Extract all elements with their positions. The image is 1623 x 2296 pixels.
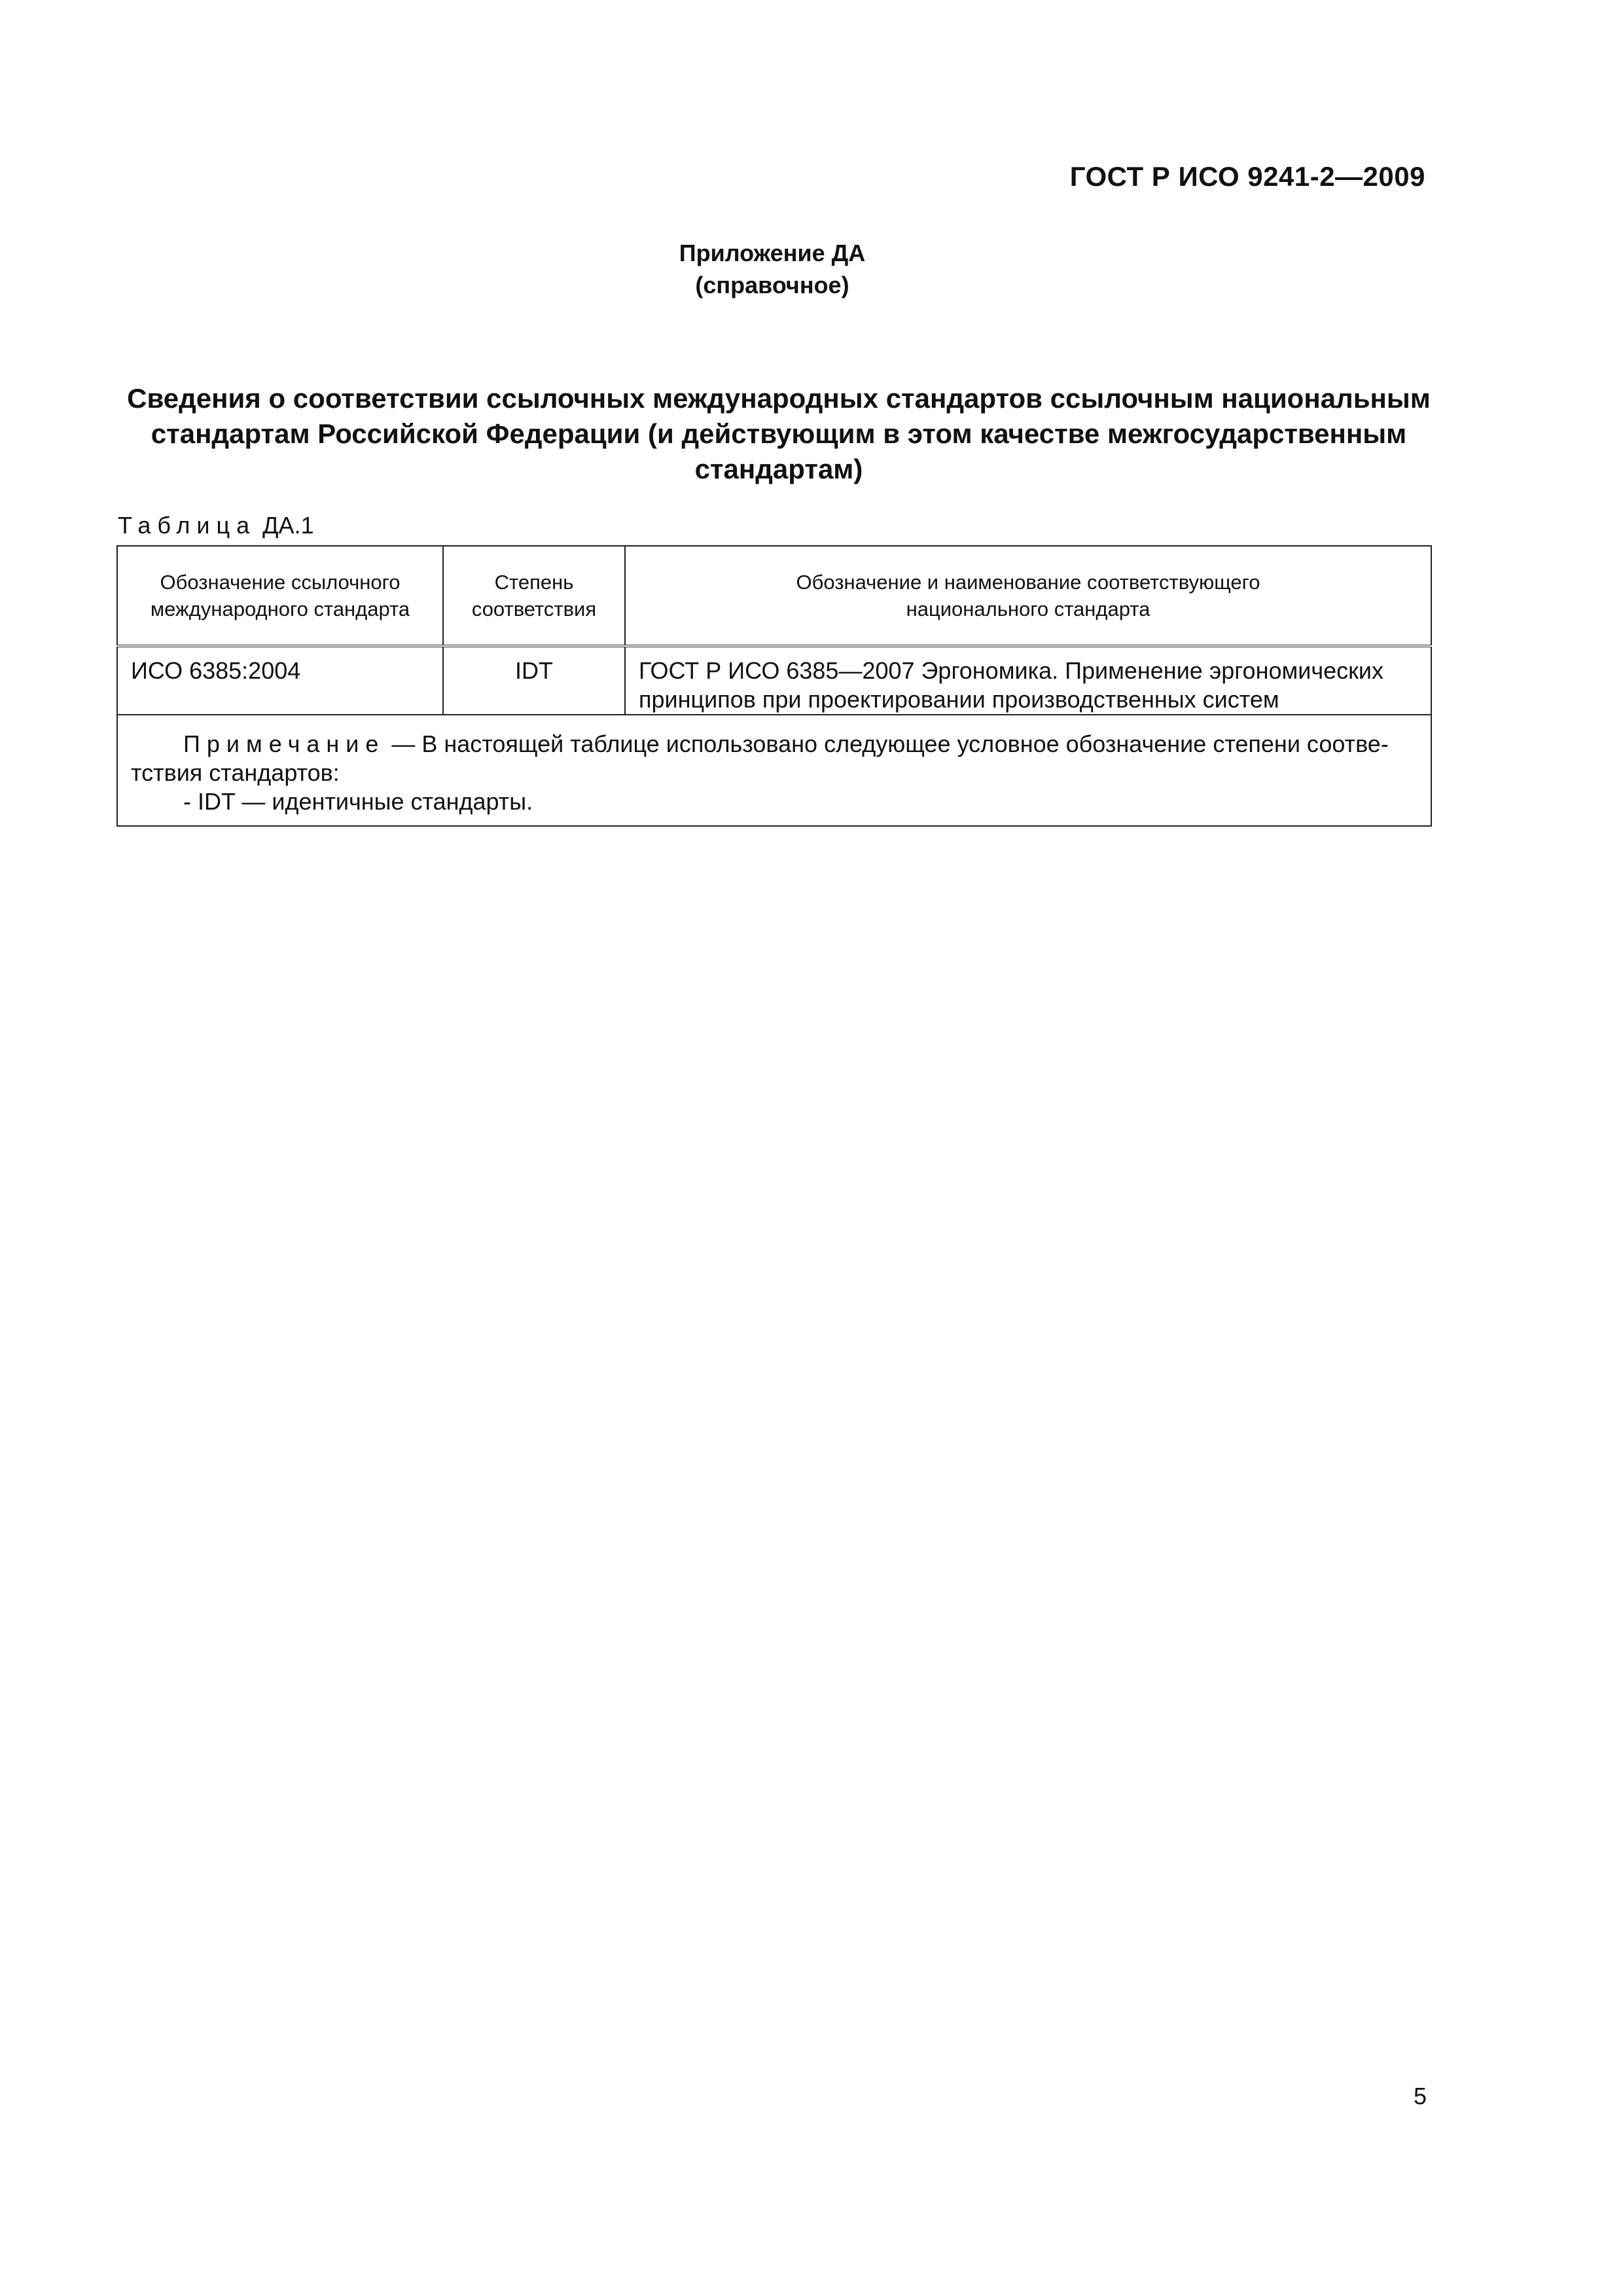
note-line	[131, 730, 1419, 759]
appendix-heading	[0, 237, 1544, 301]
appendix-title: Приложение ДА	[679, 240, 866, 266]
header-text: международного стандарта	[150, 598, 410, 620]
header-degree	[443, 546, 625, 646]
header-national-standard	[625, 546, 1431, 646]
table-note-row	[117, 715, 1431, 826]
note-label: Примечание	[183, 730, 385, 757]
appendix-subtitle: (справочное)	[695, 272, 849, 298]
section-title-line: Сведения о соответствии ссылочных международных стандартов ссылочным национальным	[127, 383, 1431, 414]
cell-text: ГОСТ Р ИСО 6385—2007 Эргономика. Применение эргономических	[639, 657, 1383, 684]
section-title	[105, 381, 1453, 487]
table-row	[117, 646, 1431, 715]
cell-intl-standard: ИСО 6385:2004	[117, 646, 443, 715]
header-text: Степень	[494, 571, 574, 594]
note-line: - IDT — идентичные стандарты.	[183, 788, 533, 815]
page-number: 5	[1414, 2083, 1427, 2109]
section-title-line: стандартам Российской Федерации (и действующим в этом качестве межгосударственным	[151, 418, 1407, 449]
table-note	[117, 715, 1431, 826]
header-text: Обозначение ссылочного	[160, 571, 401, 594]
standards-correspondence-table	[116, 545, 1432, 827]
table-caption	[118, 512, 314, 539]
cell-text: принципов при проектировании производственных систем	[639, 686, 1279, 713]
cell-degree: IDT	[443, 646, 625, 715]
standard-code-header: ГОСТ Р ИСО 9241-2—2009	[1069, 161, 1425, 192]
note-line: тствия стандартов:	[131, 759, 340, 786]
header-text: соответствия	[471, 598, 597, 620]
section-title-line: стандартам)	[694, 454, 863, 484]
cell-national-standard	[625, 646, 1431, 715]
table-caption-label: Таблица	[118, 512, 257, 539]
header-text: национального стандарта	[906, 598, 1150, 620]
header-intl-standard	[117, 546, 443, 646]
table-caption-number: ДА.1	[262, 512, 314, 539]
note-text: — В настоящей таблице использовано следующее условное обозначение степени соотве-	[385, 730, 1389, 757]
header-text: Обозначение и наименование соответствующего	[796, 571, 1260, 594]
table-header-row	[117, 546, 1431, 646]
